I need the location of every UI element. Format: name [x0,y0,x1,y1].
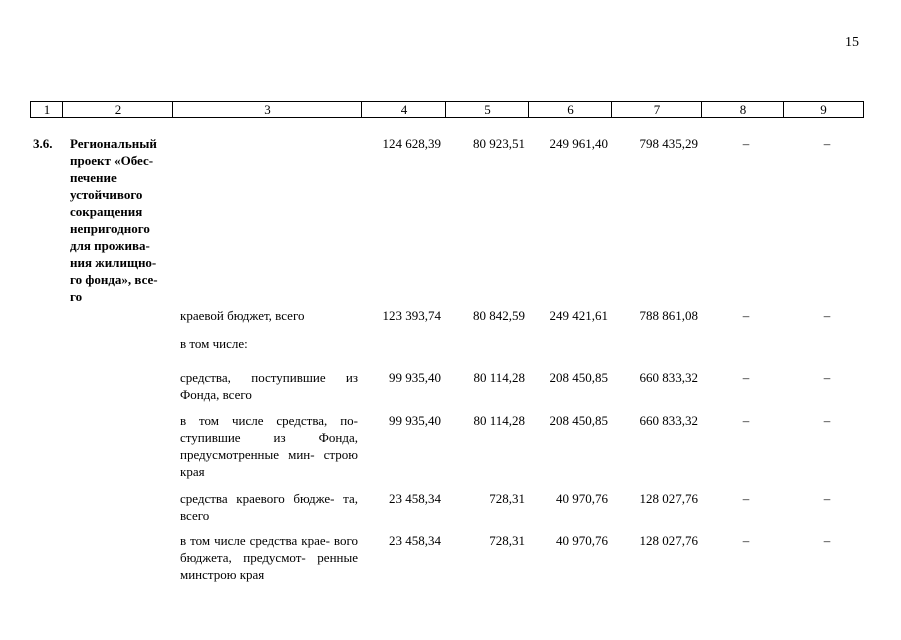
row-3-col-5: 80 114,28 [473,370,525,385]
row-4-col-5: 80 114,28 [473,413,525,428]
row-5-col-5: 728,31 [489,491,525,506]
header-col-2: 2 [62,101,173,118]
row-4-col-6: 208 450,85 [549,413,608,428]
row-5-col-7: 128 027,76 [639,491,698,506]
row-0-col-4: 124 628,39 [382,136,441,151]
section-title-line: Региональный [70,136,157,151]
row-1-col-7: 788 861,08 [639,308,698,323]
section-title-line: печение [70,170,117,185]
row-1-col-5: 80 842,59 [473,308,525,323]
row-4-col-9: – [823,413,831,428]
row-0-col-5: 80 923,51 [473,136,525,151]
row-5-col-8: – [742,491,750,506]
row-4-col-8: – [742,413,750,428]
section-title-line: сокращения [70,204,143,219]
header-col-5: 5 [445,101,529,118]
row-6-col-6: 40 970,76 [556,533,608,548]
row-3-col-6: 208 450,85 [549,370,608,385]
row-5-col-6: 40 970,76 [556,491,608,506]
row-4-col-7: 660 833,32 [639,413,698,428]
section-title-line: ния жилищно- [70,255,157,270]
row-4-label: в том числе средства, по- ступившие из Фонда, предусмотренные мин- строю края [180,413,358,479]
section-code: 3.6. [33,136,53,151]
row-1-col-8: – [742,308,750,323]
row-3-col-9: – [823,370,831,385]
row-6-label: в том числе средства крае- вого бюджета, предусмот- ренные минстрою края [180,533,358,582]
row-0-col-8: – [742,136,750,151]
row-6-col-9: – [823,533,831,548]
header-col-6: 6 [528,101,612,118]
header-col-3: 3 [172,101,362,118]
header-col-8: 8 [701,101,784,118]
section-title-line: го [70,289,83,304]
page-number: 15 [845,35,859,50]
row-5-col-4: 23 458,34 [389,491,441,506]
row-3-col-7: 660 833,32 [639,370,698,385]
row-3-col-4: 99 935,40 [389,370,441,385]
section-title [70,135,170,305]
row-5-label: средства краевого бюдже- та, всего [180,491,358,523]
row-6-col-8: – [742,533,750,548]
row-1-col-4: 123 393,74 [382,308,441,323]
row-3-col-8: – [742,370,750,385]
row-0-col-6: 249 961,40 [549,136,608,151]
header-col-9: 9 [783,101,864,118]
row-2-label: в том числе: [180,336,248,351]
row-0-col-7: 798 435,29 [639,136,698,151]
row-1-col-6: 249 421,61 [549,308,608,323]
header-col-1: 1 [30,101,63,118]
section-title-line: непригодного [70,221,150,236]
section-title-line: устойчивого [70,187,143,202]
section-title-line: проект «Обес- [70,153,154,168]
section-title-line: го фонда», все- [70,272,158,287]
row-6-col-4: 23 458,34 [389,533,441,548]
header-col-7: 7 [611,101,702,118]
row-1-label: краевой бюджет, всего [180,308,305,323]
header-col-4: 4 [361,101,446,118]
row-1-col-9: – [823,308,831,323]
row-6-col-5: 728,31 [489,533,525,548]
section-title-line: для проживa- [70,238,150,253]
table-header-row [30,101,864,118]
row-5-col-9: – [823,491,831,506]
row-0-col-9: – [823,136,831,151]
row-6-col-7: 128 027,76 [639,533,698,548]
row-4-col-4: 99 935,40 [389,413,441,428]
row-3-label: средства, поступившие из Фонда, всего [180,370,358,402]
